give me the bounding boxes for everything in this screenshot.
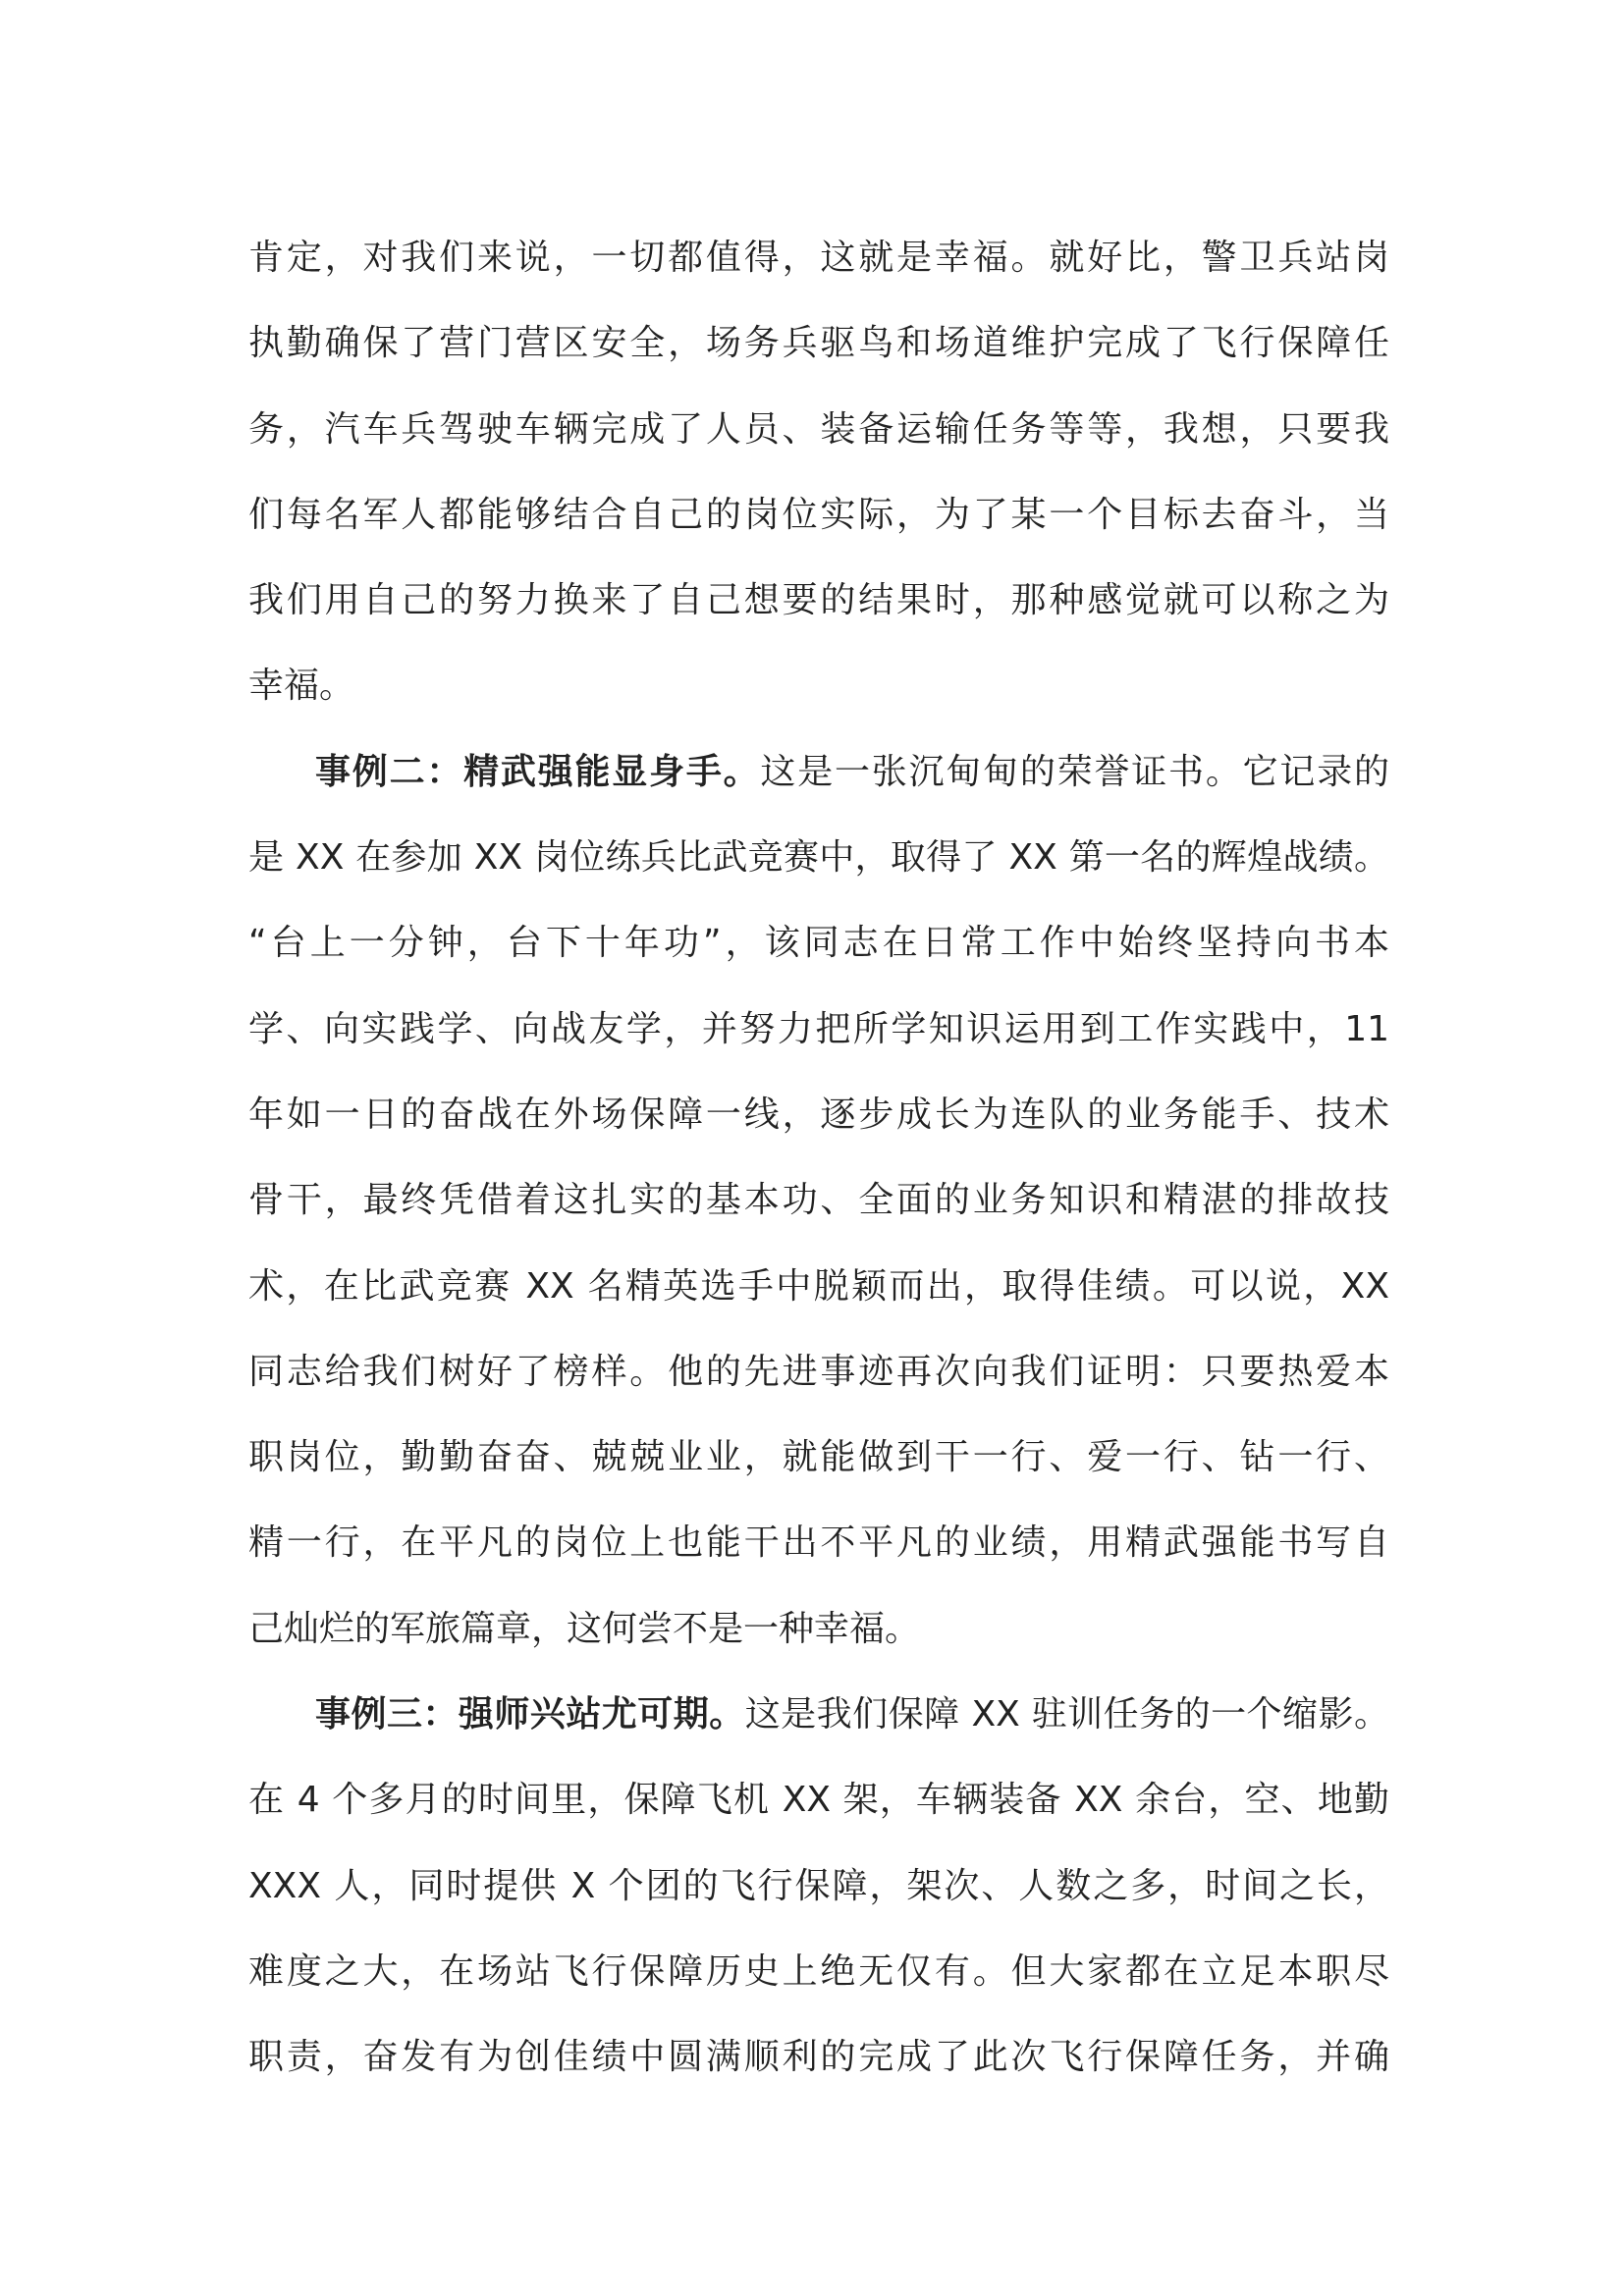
example-heading: 事例二：精武强能显身手。 (315, 751, 761, 792)
text-line: 精一行，在平凡的岗位上也能干出不平凡的业绩，用精武强能书写自 (248, 1522, 1389, 1564)
text-line: 幸福。 (248, 666, 355, 707)
text-line: 术，在比武竞赛 XX 名精英选手中脱颖而出，取得佳绩。可以说，XX (248, 1265, 1389, 1307)
text-line: 们每名军人都能够结合自己的岗位实际，为了某一个目标去奋斗，当 (248, 494, 1389, 535)
text-line: 难度之大，在场站飞行保障历史上绝无仅有。但大家都在立足本职尽 (248, 1950, 1389, 1992)
text-line: 学、向实践学、向战友学，并努力把所学知识运用到工作实践中，11 (248, 1008, 1389, 1049)
text-line: 骨干，最终凭借着这扎实的基本功、全面的业务知识和精湛的排故技 (248, 1180, 1389, 1221)
text-line: 肯定，对我们来说，一切都值得，这就是幸福。就好比，警卫兵站岗 (248, 238, 1389, 278)
text-line: 职责，奋发有为创佳绩中圆满顺利的完成了此次飞行保障任务，并确 (248, 2037, 1389, 2078)
text-span: 这是我们保障 XX 驻训任务的一个缩影。 (744, 1694, 1389, 1735)
text-line: 是 XX 在参加 XX 岗位练兵比武竞赛中，取得了 XX 第一名的辉煌战绩。 (248, 837, 1389, 879)
text-line: 职岗位，勤勤奋奋、兢兢业业，就能做到干一行、爱一行、钻一行、 (248, 1437, 1389, 1478)
text-line: 我们用自己的努力换来了自己想要的结果时，那种感觉就可以称之为 (248, 580, 1389, 621)
paragraph-example-2 (248, 747, 1389, 1689)
text-line: “台上一分钟，台下十年功”，该同志在日常工作中始终坚持向书本 (248, 923, 1389, 964)
paragraph-1 (248, 233, 1389, 747)
example-heading: 事例三：强师兴站尤可期。 (315, 1694, 745, 1735)
text-line (248, 1689, 1389, 1775)
text-span: 这是一张沉甸甸的荣誉证书。它记录的 (760, 751, 1389, 792)
text-line: 己灿烂的军旅篇章，这何尝不是一种幸福。 (248, 1608, 921, 1649)
document-page (248, 233, 1389, 2118)
text-line: 同志给我们树好了榜样。他的先进事迹再次向我们证明：只要热爱本 (248, 1351, 1389, 1392)
text-line: XXX 人，同时提供 X 个团的飞行保障，架次、人数之多，时间之长， (248, 1865, 1389, 1906)
text-line: 在 4 个多月的时间里，保障飞机 XX 架，车辆装备 XX 余台，空、地勤 (248, 1780, 1389, 1821)
text-line: 执勤确保了营门营区安全，场务兵驱鸟和场道维护完成了飞行保障任 (248, 323, 1389, 364)
paragraph-example-3 (248, 1689, 1389, 2117)
text-line (248, 747, 1389, 832)
text-line: 务，汽车兵驾驶车辆完成了人员、装备运输任务等等，我想，只要我 (248, 408, 1389, 450)
text-line: 年如一日的奋战在外场保障一线，逐步成长为连队的业务能手、技术 (248, 1094, 1389, 1135)
